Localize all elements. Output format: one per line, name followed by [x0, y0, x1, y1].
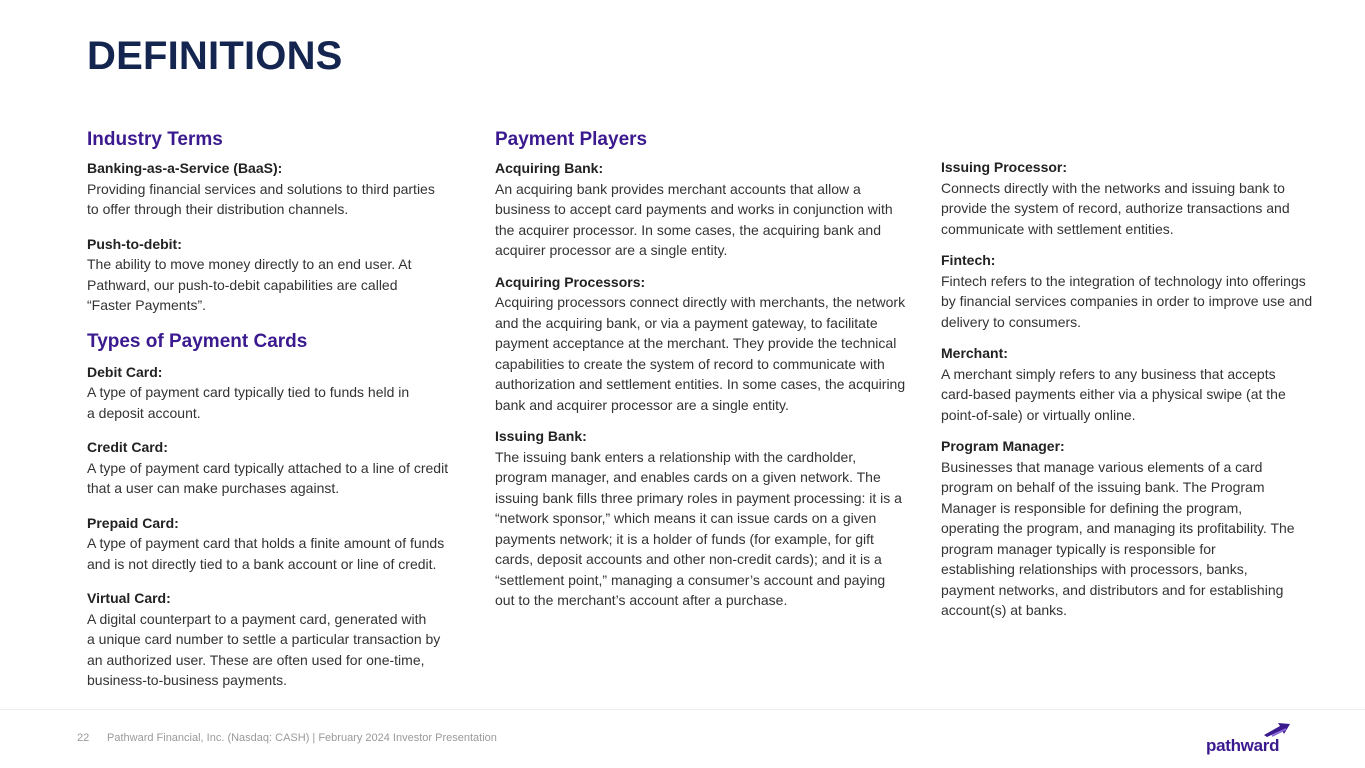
payment-players-heading: Payment Players: [495, 129, 648, 150]
payment-cards-heading: Types of Payment Cards: [87, 330, 308, 352]
term-description: The issuing bank enters a relationship with the cardholder, program manager, and enables cards on a given network. The issuing bank fills three primary roles in payment processing: it is a “network sponsor,” which means it can issue cards on a given payments network; it is a holder of funds (for example, for gift cards, deposit accounts and other non-credit cards); and it is a “settlement point,” managing a consumer’s account and paying out to the merchant’s account after a purchase.: [495, 448, 902, 608]
term-description: Connects directly with the networks and issuing bank to provide the system of record, authorize transactions and communicate with settlement entities.: [941, 179, 1290, 237]
term-issuing-bank: [495, 426, 925, 611]
term-description: A digital counterpart to a payment card, generated with a unique card number to settle a particular transaction by an authorized user. These are often used for one-time, business-to-business payments.: [87, 610, 441, 688]
term-acquiring-processors: [495, 272, 925, 416]
term-title: Debit Card:: [87, 363, 163, 380]
term-title: Fintech:: [941, 252, 996, 268]
term-description: An acquiring bank provides merchant accounts that allow a business to accept card payments and works in conjunction with the acquirer processor. In some cases, the acquiring bank and acquirer processor are a single entity.: [495, 180, 893, 258]
page-title: DEFINITIONS: [87, 34, 343, 78]
term-description: A type of payment card typically tied to funds held in a deposit account.: [87, 384, 410, 421]
industry-terms-heading: Industry Terms: [87, 129, 223, 150]
term-title: Program Manager:: [941, 438, 1065, 454]
term-acquiring-bank: [495, 158, 925, 261]
term-fintech: [941, 250, 1336, 332]
term-merchant: [941, 343, 1336, 425]
term-issuing-processor: [941, 157, 1336, 239]
term-push-to-debit: [87, 234, 467, 316]
term-description: Fintech refers to the integration of technology into offerings by financial services companies in order to improve use and delivery to consumers.: [941, 272, 1313, 330]
column-industry-and-cards: [87, 128, 467, 705]
term-title: Banking-as-a-Service (BaaS):: [87, 160, 283, 176]
term-title: Acquiring Bank:: [495, 160, 604, 176]
column-payment-players-continued: [941, 157, 1336, 632]
column-payment-players: [495, 128, 925, 622]
page-number: 22: [77, 732, 90, 744]
term-title: Prepaid Card:: [87, 514, 179, 531]
term-title: Virtual Card:: [87, 590, 171, 606]
term-description: A merchant simply refers to any business that accepts card-based payments either via a physical swipe (at the point-of-sale) or virtually online.: [941, 365, 1286, 423]
term-description: Providing financial services and solutions to third parties to offer through their distribution channels.: [87, 180, 435, 217]
term-description: A type of payment card typically attached to a line of credit that a user can make purchases against.: [87, 459, 449, 496]
term-description: Acquiring processors connect directly with merchants, the network and the acquiring bank, or via a payment gateway, to facilitate payment acceptance at the merchant. They provide the technical capabilities to create the system of record to communicate with authorization and settlement entities. In some cases, the acquiring bank and acquirer processor are a single entity.: [495, 294, 906, 413]
term-description: The ability to move money directly to an end user. At Pathward, our push-to-debit capabilities are called “Faster Payments”.: [87, 256, 412, 313]
term-title: Issuing Processor:: [941, 159, 1068, 175]
term-title: Acquiring Processors:: [495, 273, 646, 290]
term-prepaid-card: [87, 513, 467, 575]
term-credit-card: [87, 437, 467, 499]
term-title: Merchant:: [941, 345, 1008, 361]
pathward-logo: [1206, 722, 1292, 756]
term-program-manager: [941, 436, 1336, 621]
term-title: Issuing Bank:: [495, 428, 587, 444]
term-title: Credit Card:: [87, 439, 168, 455]
term-debit-card: [87, 362, 467, 424]
term-description: A type of payment card that holds a finite amount of funds and is not directly tied to a bank account or line of credit.: [87, 535, 445, 572]
term-baas: [87, 158, 467, 220]
term-description: Businesses that manage various elements of a card program on behalf of the issuing bank. The Program Manager is responsible for defining the program, operating the program, and managing its profitability. The program manager typically is responsible for establishing relationships with processors, banks, payment networks, and distributors and for establishing account(s) at banks.: [941, 458, 1295, 618]
term-title: Push-to-debit:: [87, 235, 182, 252]
footer-text: Pathward Financial, Inc. (Nasdaq: CASH) | February 2024 Investor Presentation: [107, 732, 497, 744]
logo-text: pathward: [1206, 736, 1280, 755]
footer-divider: [0, 709, 1365, 710]
term-virtual-card: [87, 588, 467, 691]
